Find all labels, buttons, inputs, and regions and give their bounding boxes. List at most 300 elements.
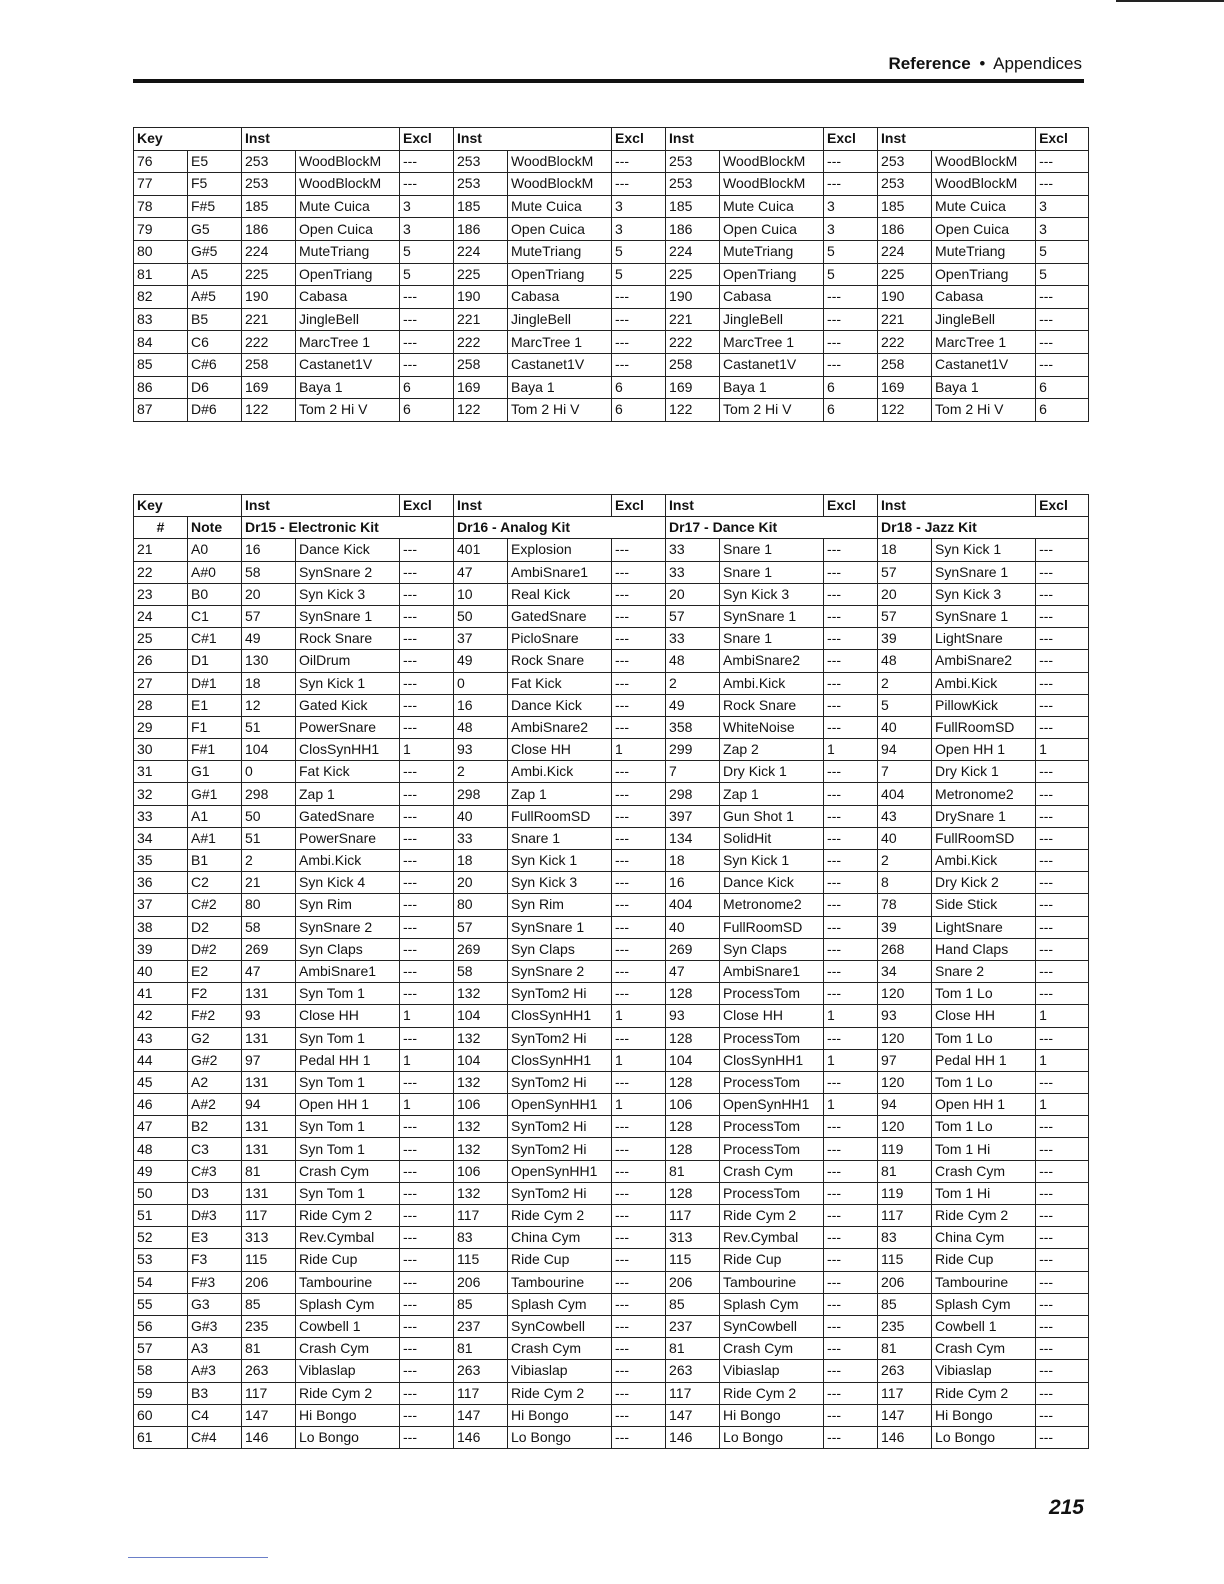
table-cell: ---	[824, 1293, 878, 1315]
table-cell: B3	[188, 1382, 242, 1404]
table-cell: 85	[454, 1293, 508, 1315]
table-row	[134, 1116, 1089, 1138]
table-body	[134, 150, 1089, 421]
table-cell: G1	[188, 761, 242, 783]
table-cell: 48	[454, 716, 508, 738]
table-cell: 97	[242, 1049, 296, 1071]
table-cell: D#1	[188, 672, 242, 694]
table-cell: E2	[188, 960, 242, 982]
table-cell: 7	[666, 761, 720, 783]
table-cell: 1	[824, 739, 878, 761]
table-cell: ---	[400, 960, 454, 982]
table-cell: Syn Kick 1	[932, 539, 1036, 561]
table-cell: WoodBlockM	[720, 150, 824, 173]
table-cell: ---	[824, 539, 878, 561]
table-cell: Mute Cuica	[720, 195, 824, 218]
table-row	[134, 783, 1089, 805]
table-cell: 55	[134, 1293, 188, 1315]
table-cell: OpenTriang	[720, 263, 824, 286]
table-cell: OpenSynHH1	[508, 1160, 612, 1182]
table-cell: 36	[134, 872, 188, 894]
table-cell: ---	[612, 286, 666, 309]
table-cell: 48	[134, 1138, 188, 1160]
table-cell: G#1	[188, 783, 242, 805]
table-cell: ---	[400, 605, 454, 627]
header-inst: Inst	[666, 495, 824, 517]
table-cell: ---	[612, 1338, 666, 1360]
table-cell: ---	[1036, 916, 1089, 938]
table-cell: Open Cuica	[508, 218, 612, 241]
table-cell: 299	[666, 739, 720, 761]
table-cell: ---	[612, 983, 666, 1005]
table-cell: B5	[188, 308, 242, 331]
table-cell: 51	[242, 716, 296, 738]
table-cell: ---	[1036, 561, 1089, 583]
table-cell: A2	[188, 1071, 242, 1093]
table-cell: PillowKick	[932, 694, 1036, 716]
table-cell: Lo Bongo	[508, 1426, 612, 1448]
table-cell: 83	[878, 1227, 932, 1249]
table-cell: ---	[400, 539, 454, 561]
table-cell: 60	[134, 1404, 188, 1426]
table-cell: Syn Kick 1	[720, 850, 824, 872]
table-cell: Dry Kick 1	[720, 761, 824, 783]
subheader-note: Note	[188, 517, 242, 539]
table-cell: 34	[134, 827, 188, 849]
table-cell: WoodBlockM	[296, 150, 400, 173]
table-cell: 2	[666, 672, 720, 694]
table-row	[134, 650, 1089, 672]
table-cell: 2	[878, 850, 932, 872]
table-cell: ---	[400, 1027, 454, 1049]
table-cell: 76	[134, 150, 188, 173]
table-cell: Syn Kick 3	[296, 583, 400, 605]
table-cell: ---	[612, 938, 666, 960]
table-row	[134, 850, 1089, 872]
table-cell: ---	[400, 561, 454, 583]
table-cell: ---	[612, 1382, 666, 1404]
table-cell: 186	[242, 218, 296, 241]
header-inst: Inst	[454, 128, 612, 151]
table-cell: ---	[400, 331, 454, 354]
table-cell: 48	[666, 650, 720, 672]
table-cell: 115	[666, 1249, 720, 1271]
table-cell: 104	[666, 1049, 720, 1071]
table-cell: WoodBlockM	[720, 173, 824, 196]
table-cell: 28	[134, 694, 188, 716]
table-cell: 1	[400, 739, 454, 761]
table-cell: 27	[134, 672, 188, 694]
table-cell: Syn Claps	[296, 938, 400, 960]
table-cell: Rev.Cymbal	[296, 1227, 400, 1249]
table-cell: Ride Cup	[296, 1249, 400, 1271]
table-cell: 1	[824, 1049, 878, 1071]
table-cell: ---	[1036, 539, 1089, 561]
table-cell: Splash Cym	[296, 1293, 400, 1315]
table-cell: ---	[1036, 353, 1089, 376]
table-cell: 122	[878, 399, 932, 422]
table-cell: JingleBell	[296, 308, 400, 331]
table-cell: 225	[666, 263, 720, 286]
table-cell: Hi Bongo	[508, 1404, 612, 1426]
table-cell: 42	[134, 1005, 188, 1027]
table-cell: 258	[878, 353, 932, 376]
table-cell: C#6	[188, 353, 242, 376]
table-cell: 1	[1036, 1094, 1089, 1116]
table-cell: ---	[612, 716, 666, 738]
table-cell: Hi Bongo	[720, 1404, 824, 1426]
table-cell: D1	[188, 650, 242, 672]
table-row	[134, 583, 1089, 605]
table-cell: 5	[612, 240, 666, 263]
table-cell: 23	[134, 583, 188, 605]
table-cell: 263	[878, 1360, 932, 1382]
table-cell: ---	[1036, 1426, 1089, 1448]
table-row	[134, 983, 1089, 1005]
table-cell: 128	[666, 1116, 720, 1138]
table-cell: ---	[400, 628, 454, 650]
table-cell: Syn Claps	[720, 938, 824, 960]
table-row	[134, 1071, 1089, 1093]
table-cell: 81	[878, 1338, 932, 1360]
table-cell: 22	[134, 561, 188, 583]
table-cell: Ride Cym 2	[932, 1205, 1036, 1227]
table-cell: ---	[1036, 605, 1089, 627]
table-cell: ---	[612, 872, 666, 894]
table-row	[134, 739, 1089, 761]
table-cell: ---	[612, 1271, 666, 1293]
table-header-row	[134, 128, 1089, 151]
table-cell: Rock Snare	[720, 694, 824, 716]
table-cell: C#1	[188, 628, 242, 650]
table-cell: ---	[400, 1205, 454, 1227]
table-cell: D#2	[188, 938, 242, 960]
table-cell: Syn Kick 4	[296, 872, 400, 894]
page-number: 215	[1048, 1496, 1084, 1519]
table-cell: 222	[666, 331, 720, 354]
table-row	[134, 1338, 1089, 1360]
table-cell: 131	[242, 983, 296, 1005]
table-cell: ---	[824, 605, 878, 627]
table-cell: ---	[824, 672, 878, 694]
table-row	[134, 286, 1089, 309]
table-cell: 5	[878, 694, 932, 716]
table-cell: 86	[134, 376, 188, 399]
table-cell: 298	[454, 783, 508, 805]
table-cell: Castanet1V	[508, 353, 612, 376]
table-cell: 20	[242, 583, 296, 605]
table-cell: 5	[400, 240, 454, 263]
table-row	[134, 308, 1089, 331]
table-cell: ---	[1036, 960, 1089, 982]
table-cell: 83	[134, 308, 188, 331]
table-row	[134, 353, 1089, 376]
table-cell: SynTom2 Hi	[508, 1138, 612, 1160]
table-cell: 298	[242, 783, 296, 805]
table-cell: ---	[1036, 761, 1089, 783]
header-excl: Excl	[612, 128, 666, 151]
header-inst: Inst	[878, 128, 1036, 151]
table-cell: ---	[400, 983, 454, 1005]
table-cell: 106	[454, 1160, 508, 1182]
table-cell: Lo Bongo	[296, 1426, 400, 1448]
table-cell: ---	[1036, 1338, 1089, 1360]
table-cell: 40	[878, 716, 932, 738]
table-cell: Syn Tom 1	[296, 1116, 400, 1138]
table-cell: 258	[242, 353, 296, 376]
table-cell: 49	[134, 1160, 188, 1182]
table-cell: ---	[400, 1071, 454, 1093]
table-cell: ---	[824, 1338, 878, 1360]
table-cell: Castanet1V	[296, 353, 400, 376]
table-cell: ---	[1036, 286, 1089, 309]
table-cell: 1	[400, 1049, 454, 1071]
table-cell: ---	[400, 850, 454, 872]
table-cell: ---	[400, 938, 454, 960]
table-cell: 106	[454, 1094, 508, 1116]
table-cell: ---	[1036, 1360, 1089, 1382]
table-cell: 1	[612, 1005, 666, 1027]
table-cell: SynSnare 1	[932, 605, 1036, 627]
table-cell: Splash Cym	[932, 1293, 1036, 1315]
table-cell: A#3	[188, 1360, 242, 1382]
table-cell: Open Cuica	[296, 218, 400, 241]
table-cell: Castanet1V	[720, 353, 824, 376]
table-cell: 1	[612, 739, 666, 761]
table-cell: ---	[400, 1160, 454, 1182]
table-cell: 104	[242, 739, 296, 761]
table-row	[134, 195, 1089, 218]
table-cell: 169	[454, 376, 508, 399]
table-cell: ---	[612, 173, 666, 196]
table-cell: Syn Kick 1	[296, 672, 400, 694]
table-row	[134, 561, 1089, 583]
drum-kit-table-lower	[133, 494, 1089, 1449]
table-cell: Syn Tom 1	[296, 1027, 400, 1049]
table-cell: SynTom2 Hi	[508, 1182, 612, 1204]
table-cell: A#2	[188, 1094, 242, 1116]
table-cell: 237	[666, 1315, 720, 1337]
table-cell: Snare 1	[720, 561, 824, 583]
table-cell: AmbiSnare2	[508, 716, 612, 738]
table-cell: 40	[666, 916, 720, 938]
table-cell: ---	[400, 1138, 454, 1160]
table-cell: ---	[400, 1426, 454, 1448]
table-cell: ---	[824, 628, 878, 650]
table-cell: MarcTree 1	[932, 331, 1036, 354]
table-cell: 313	[666, 1227, 720, 1249]
table-cell: 221	[242, 308, 296, 331]
table-cell: 40	[454, 805, 508, 827]
table-cell: Real Kick	[508, 583, 612, 605]
table-cell: 37	[454, 628, 508, 650]
table-header-row	[134, 495, 1089, 517]
table-cell: MuteTriang	[720, 240, 824, 263]
table-cell: 313	[242, 1227, 296, 1249]
table-cell: F#2	[188, 1005, 242, 1027]
table-cell: Tom 2 Hi V	[932, 399, 1036, 422]
table-cell: ---	[400, 650, 454, 672]
table-cell: 6	[824, 399, 878, 422]
header-inst: Inst	[242, 128, 400, 151]
table-cell: 104	[454, 1049, 508, 1071]
table-cell: 131	[242, 1071, 296, 1093]
table-cell: 5	[1036, 240, 1089, 263]
table-cell: 120	[878, 983, 932, 1005]
table-cell: 47	[134, 1116, 188, 1138]
table-cell: ---	[612, 850, 666, 872]
table-cell: 225	[242, 263, 296, 286]
table-cell: 81	[454, 1338, 508, 1360]
table-cell: 206	[878, 1271, 932, 1293]
header-key: Key	[134, 495, 242, 517]
table-cell: Mute Cuica	[508, 195, 612, 218]
table-cell: B0	[188, 583, 242, 605]
footer-rule	[128, 1557, 268, 1558]
table-cell: Gated Kick	[296, 694, 400, 716]
table-cell: Zap 1	[508, 783, 612, 805]
table-cell: 128	[666, 1182, 720, 1204]
table-cell: C3	[188, 1138, 242, 1160]
table-cell: 225	[454, 263, 508, 286]
table-row	[134, 1249, 1089, 1271]
table-cell: 169	[878, 376, 932, 399]
table-cell: ---	[824, 1160, 878, 1182]
table-cell: ---	[400, 173, 454, 196]
table-cell: ---	[400, 1227, 454, 1249]
table-cell: ---	[612, 1116, 666, 1138]
table-cell: 221	[666, 308, 720, 331]
table-cell: 18	[454, 850, 508, 872]
table-cell: 8	[878, 872, 932, 894]
table-cell: 78	[134, 195, 188, 218]
table-cell: ---	[1036, 150, 1089, 173]
table-cell: ---	[400, 1315, 454, 1337]
subheader-number: #	[134, 517, 188, 539]
table-cell: 1	[1036, 1005, 1089, 1027]
table-cell: 122	[242, 399, 296, 422]
table-cell: Cabasa	[508, 286, 612, 309]
table-cell: 49	[666, 694, 720, 716]
table-cell: Vibiaslap	[508, 1360, 612, 1382]
table-cell: 5	[824, 240, 878, 263]
table-cell: 190	[878, 286, 932, 309]
table-cell: ProcessTom	[720, 1071, 824, 1093]
table-cell: 253	[454, 150, 508, 173]
table-cell: ---	[612, 894, 666, 916]
table-cell: OpenTriang	[508, 263, 612, 286]
table-cell: 253	[878, 150, 932, 173]
table-cell: 253	[454, 173, 508, 196]
table-cell: Castanet1V	[932, 353, 1036, 376]
table-cell: 50	[454, 605, 508, 627]
table-cell: 29	[134, 716, 188, 738]
table-cell: Syn Tom 1	[296, 1182, 400, 1204]
table-cell: ---	[612, 761, 666, 783]
table-cell: 41	[134, 983, 188, 1005]
table-cell: 1	[824, 1005, 878, 1027]
table-cell: 186	[878, 218, 932, 241]
table-cell: GatedSnare	[508, 605, 612, 627]
table-cell: Lo Bongo	[720, 1426, 824, 1448]
table-row	[134, 1049, 1089, 1071]
table-cell: 206	[242, 1271, 296, 1293]
table-cell: Snare 1	[720, 539, 824, 561]
table-cell: ---	[824, 1027, 878, 1049]
table-cell: 119	[878, 1182, 932, 1204]
table-cell: Cabasa	[296, 286, 400, 309]
table-cell: 117	[666, 1205, 720, 1227]
table-cell: 263	[242, 1360, 296, 1382]
table-cell: Syn Kick 3	[720, 583, 824, 605]
table-cell: 77	[134, 173, 188, 196]
table-cell: LightSnare	[932, 916, 1036, 938]
table-cell: 57	[878, 561, 932, 583]
header-excl: Excl	[1036, 128, 1089, 151]
table-cell: ---	[1036, 1182, 1089, 1204]
table-cell: 81	[878, 1160, 932, 1182]
table-cell: ProcessTom	[720, 1138, 824, 1160]
table-cell: ---	[612, 1249, 666, 1271]
table-cell: 117	[454, 1205, 508, 1227]
table-cell: Cabasa	[932, 286, 1036, 309]
table-cell: ---	[824, 583, 878, 605]
table-cell: Pedal HH 1	[932, 1049, 1036, 1071]
table-cell: 33	[134, 805, 188, 827]
table-row	[134, 960, 1089, 982]
table-cell: 1	[612, 1049, 666, 1071]
table-cell: AmbiSnare1	[508, 561, 612, 583]
table-cell: ---	[400, 783, 454, 805]
table-cell: Snare 1	[508, 827, 612, 849]
table-cell: 50	[134, 1182, 188, 1204]
table-cell: ---	[400, 716, 454, 738]
table-cell: Close HH	[508, 739, 612, 761]
table-cell: 51	[242, 827, 296, 849]
table-cell: ---	[824, 916, 878, 938]
table-cell: Vibiaslap	[720, 1360, 824, 1382]
table-cell: JingleBell	[720, 308, 824, 331]
table-cell: ---	[1036, 1404, 1089, 1426]
table-row	[134, 1182, 1089, 1204]
table-cell: ---	[1036, 983, 1089, 1005]
table-cell: Tom 2 Hi V	[296, 399, 400, 422]
table-cell: Ride Cym 2	[720, 1382, 824, 1404]
table-cell: 10	[454, 583, 508, 605]
table-cell: 206	[454, 1271, 508, 1293]
table-cell: 237	[454, 1315, 508, 1337]
table-cell: Hi Bongo	[932, 1404, 1036, 1426]
table-cell: Explosion	[508, 539, 612, 561]
table-cell: 132	[454, 1071, 508, 1093]
table-cell: 146	[666, 1426, 720, 1448]
table-cell: ---	[1036, 1315, 1089, 1337]
table-cell: ---	[1036, 872, 1089, 894]
table-cell: ---	[612, 805, 666, 827]
table-cell: 53	[134, 1249, 188, 1271]
table-cell: Syn Rim	[508, 894, 612, 916]
table-cell: Crash Cym	[508, 1338, 612, 1360]
table-cell: Tom 1 Lo	[932, 1071, 1036, 1093]
table-cell: ---	[400, 805, 454, 827]
table-cell: 39	[878, 916, 932, 938]
table-cell: ---	[400, 1271, 454, 1293]
header-section: Reference	[888, 54, 971, 73]
table-cell: 57	[242, 605, 296, 627]
table-cell: ---	[824, 1249, 878, 1271]
table-cell: 1	[400, 1094, 454, 1116]
table-cell: 6	[400, 376, 454, 399]
